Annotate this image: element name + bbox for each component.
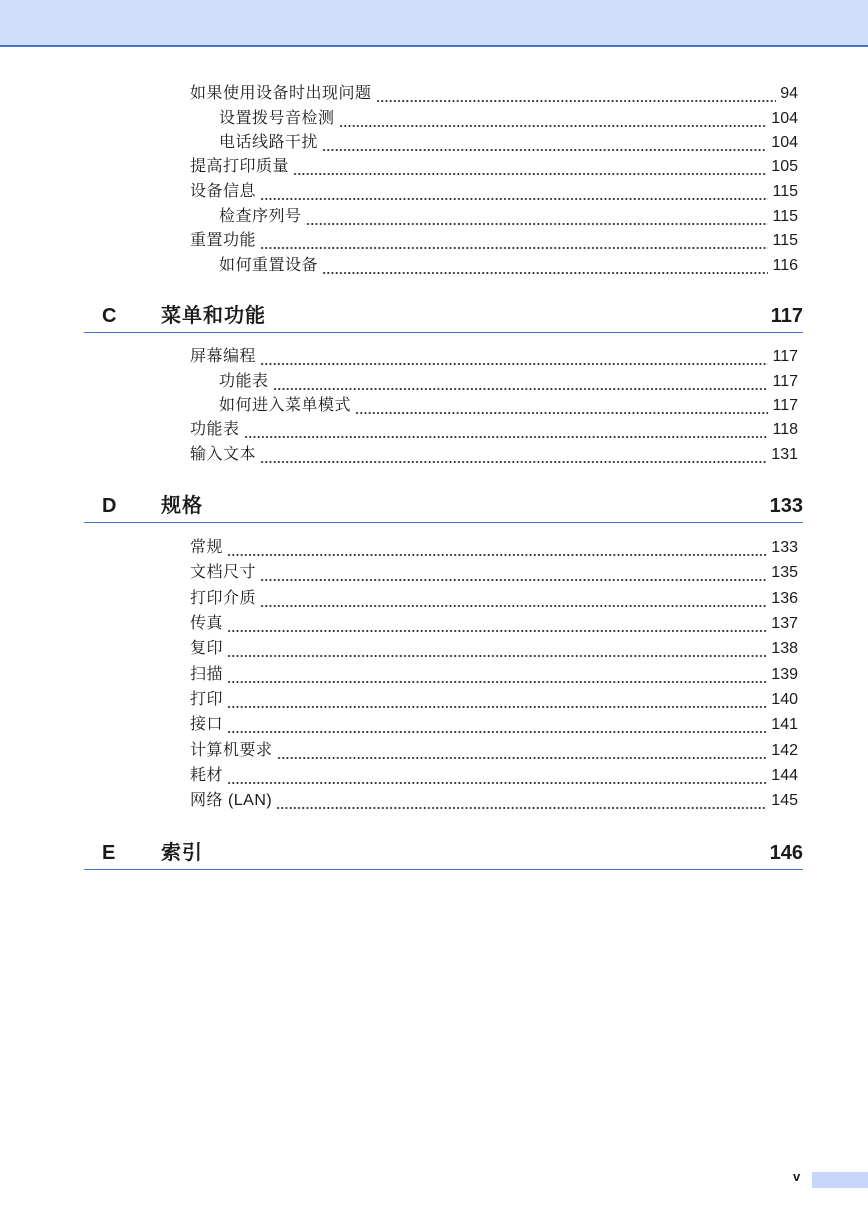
- toc-entry-page: 141: [771, 716, 798, 733]
- dot-leader: [276, 791, 767, 811]
- toc-entry-title: 重置功能: [190, 232, 257, 249]
- toc-entry-title: 耗材: [190, 767, 224, 784]
- chapter-heading-c[interactable]: [84, 302, 803, 333]
- dot-leader: [293, 157, 767, 177]
- toc-entry-title: 扫描: [190, 666, 224, 683]
- chapter-title: 菜单和功能: [161, 305, 266, 327]
- toc-entry-title: 屏幕编程: [190, 348, 257, 365]
- toc-entry[interactable]: [190, 155, 798, 177]
- chapter-letter: E: [102, 842, 116, 864]
- toc-entry-title: 设置拨号音检测: [219, 110, 335, 127]
- dot-leader: [260, 589, 767, 609]
- toc-entry-page: 117: [772, 397, 798, 414]
- toc-entry-page: 104: [771, 110, 798, 127]
- toc-entry-title: 检查序列号: [219, 208, 302, 225]
- toc-entry[interactable]: [190, 637, 798, 659]
- toc-entry[interactable]: [190, 789, 798, 811]
- dot-leader: [260, 563, 767, 583]
- toc-entry[interactable]: [190, 561, 798, 583]
- dot-leader: [227, 715, 767, 735]
- toc-entry[interactable]: [190, 663, 798, 685]
- toc-entry-page: 137: [771, 615, 798, 632]
- toc-entry-page: 115: [772, 208, 798, 225]
- chapter-title: 规格: [161, 495, 203, 517]
- toc-entry[interactable]: [219, 394, 798, 416]
- dot-leader: [227, 690, 767, 710]
- toc-entry[interactable]: [219, 131, 798, 153]
- dot-leader: [227, 665, 767, 685]
- toc-entry-page: 133: [771, 539, 798, 556]
- toc-entry[interactable]: [190, 587, 798, 609]
- toc-entry-title: 网络 (LAN): [190, 792, 273, 809]
- toc-entry[interactable]: [219, 254, 798, 276]
- dot-leader: [376, 84, 777, 104]
- toc-entry[interactable]: [190, 536, 798, 558]
- toc-entry-title: 常规: [190, 539, 224, 556]
- toc-entry[interactable]: [219, 370, 798, 392]
- toc-entry[interactable]: [219, 205, 798, 227]
- dot-leader: [244, 420, 769, 440]
- dot-leader: [322, 256, 768, 276]
- dot-leader: [306, 207, 769, 227]
- toc-entry-page: 116: [772, 257, 798, 274]
- header-band: [0, 0, 868, 47]
- toc-entry-page: 117: [772, 348, 798, 365]
- dot-leader: [260, 347, 768, 367]
- chapter-heading-e[interactable]: [84, 839, 803, 870]
- toc-entry-title: 功能表: [190, 421, 240, 438]
- toc-entry[interactable]: [190, 443, 798, 465]
- toc-entry-title: 如何重置设备: [219, 257, 319, 274]
- chapter-page: 117: [770, 305, 803, 327]
- toc-entry-title: 接口: [190, 716, 224, 733]
- toc-entry-page: 105: [771, 158, 798, 175]
- dot-leader: [260, 182, 768, 202]
- toc-entry-page: 144: [771, 767, 798, 784]
- toc-entry[interactable]: [190, 229, 798, 251]
- dot-leader: [227, 538, 767, 558]
- page-number: v: [793, 1169, 801, 1184]
- toc-entry[interactable]: [190, 418, 798, 440]
- dot-leader: [227, 614, 767, 634]
- toc-entry-page: 136: [771, 590, 798, 607]
- toc-entry-page: 138: [771, 640, 798, 657]
- toc-entry-page: 140: [771, 691, 798, 708]
- toc-entry-title: 电话线路干扰: [219, 134, 319, 151]
- corner-tab: [812, 1172, 868, 1188]
- toc-entry[interactable]: [190, 612, 798, 634]
- chapter-heading-d[interactable]: [84, 492, 803, 523]
- toc-entry-page: 131: [771, 446, 798, 463]
- toc-entry-title: 如果使用设备时出现问题: [190, 85, 372, 102]
- toc-entry[interactable]: [190, 180, 798, 202]
- toc-entry-title: 输入文本: [190, 446, 257, 463]
- toc-entry-title: 复印: [190, 640, 224, 657]
- toc-entry-title: 设备信息: [190, 183, 257, 200]
- toc-entry-title: 如何进入菜单模式: [219, 397, 352, 414]
- dot-leader: [322, 133, 767, 153]
- toc-entry-page: 104: [771, 134, 798, 151]
- toc-entry[interactable]: [190, 688, 798, 710]
- dot-leader: [227, 766, 767, 786]
- dot-leader: [227, 639, 767, 659]
- dot-leader: [273, 372, 769, 392]
- toc-entry-page: 117: [772, 373, 798, 390]
- chapter-letter: D: [102, 495, 117, 517]
- dot-leader: [339, 109, 768, 129]
- toc-entry-title: 计算机要求: [190, 742, 273, 759]
- chapter-page: 133: [769, 495, 803, 517]
- toc-entry[interactable]: [190, 345, 798, 367]
- toc-entry-page: 115: [772, 232, 798, 249]
- toc-entry-title: 打印: [190, 691, 224, 708]
- toc-entry-page: 139: [771, 666, 798, 683]
- toc-entry-title: 打印介质: [190, 590, 257, 607]
- dot-leader: [355, 396, 768, 416]
- toc-entry[interactable]: [190, 764, 798, 786]
- chapter-page: 146: [769, 842, 803, 864]
- toc-entry[interactable]: [190, 739, 798, 761]
- toc-entry[interactable]: [190, 713, 798, 735]
- toc-entry-page: 115: [772, 183, 798, 200]
- dot-leader: [260, 231, 768, 251]
- toc-entry-page: 94: [780, 85, 798, 102]
- chapter-letter: C: [102, 305, 117, 327]
- toc-entry-page: 118: [772, 421, 798, 438]
- toc-entry-title: 文档尺寸: [190, 564, 257, 581]
- toc-entry-title: 功能表: [219, 373, 269, 390]
- toc-entry[interactable]: [190, 82, 798, 104]
- dot-leader: [260, 445, 767, 465]
- dot-leader: [277, 741, 768, 761]
- toc-entry-title: 提高打印质量: [190, 158, 290, 175]
- toc-entry-page: 142: [771, 742, 798, 759]
- toc-entry-page: 135: [771, 564, 798, 581]
- chapter-title: 索引: [161, 842, 203, 864]
- toc-entry-title: 传真: [190, 615, 224, 632]
- toc-entry-page: 145: [771, 792, 798, 809]
- toc-entry[interactable]: [219, 107, 798, 129]
